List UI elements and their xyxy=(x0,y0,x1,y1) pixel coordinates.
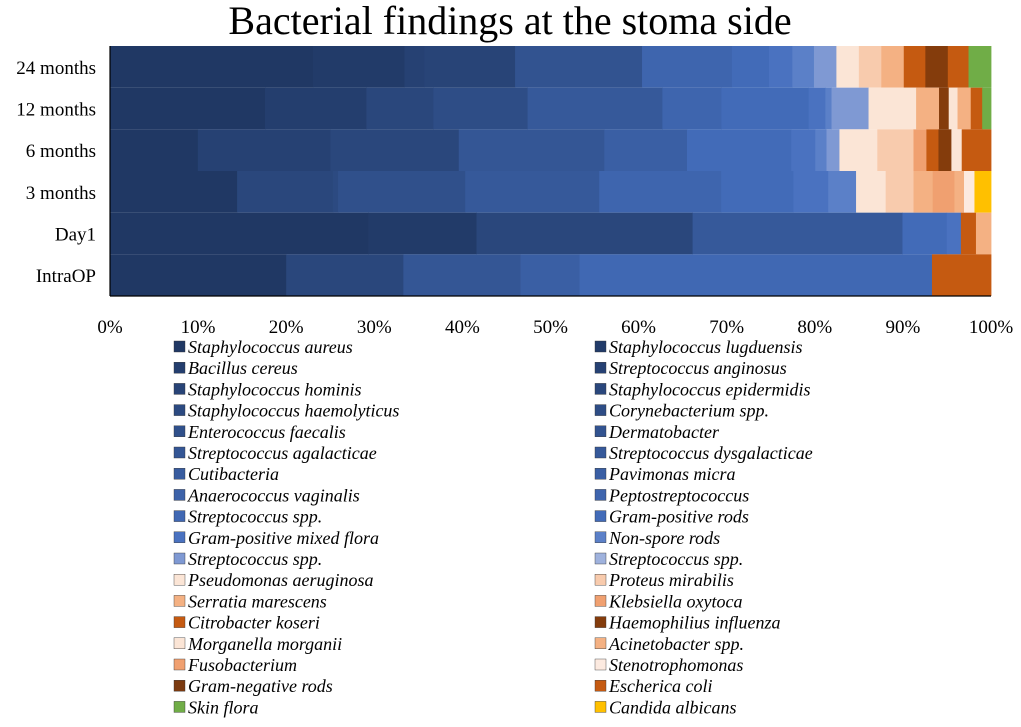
legend-label: Staphylococcus lugduensis xyxy=(609,337,803,357)
legend-swatch xyxy=(595,447,606,458)
bar-segment-3-months-s24 xyxy=(914,171,934,213)
legend-label: Pseudomonas aeruginosa xyxy=(188,570,374,591)
bar-segment-24-months-s18 xyxy=(769,46,793,88)
bar-segment-6-months-s13 xyxy=(604,129,687,171)
bar-segment-6-months-s18 xyxy=(791,129,816,171)
bar-segment-6-months-s28 xyxy=(951,129,962,171)
legend-swatch xyxy=(174,341,185,352)
legend-label: Streptococcus anginosus xyxy=(609,358,787,379)
legend-swatch xyxy=(174,595,185,606)
bar-segment-3-months-s18 xyxy=(793,171,828,213)
bar-segment-24-months-s34 xyxy=(969,46,992,88)
bars-group xyxy=(110,46,991,296)
legend-label: Gram-negative rods xyxy=(188,676,333,697)
category-label: Day1 xyxy=(54,224,96,246)
bar-segment-24-months-s3 xyxy=(405,46,425,88)
x-tick-label: 100% xyxy=(968,317,1014,338)
bar-segment-6-months-s17 xyxy=(687,129,792,171)
legend-swatch xyxy=(595,511,606,522)
bar-segment-3-months-s31 xyxy=(964,171,975,213)
legend-swatch xyxy=(595,638,606,649)
legend-swatch xyxy=(174,511,185,522)
legend-swatch xyxy=(174,447,185,458)
legend-label: Staphylococcus aureus xyxy=(188,337,353,357)
bar-segment-6-months-s0 xyxy=(110,129,198,171)
bar-segment-6-months-s20 xyxy=(827,129,840,171)
bar-segment-12-months-s27 xyxy=(939,88,949,130)
bar-segment-24-months-s33 xyxy=(948,46,969,88)
legend-label: Haemophilius influenza xyxy=(609,612,781,633)
category-label: 6 months xyxy=(25,141,96,163)
legend-swatch xyxy=(174,362,185,373)
legend-swatch xyxy=(595,426,606,437)
legend-label: Serratia marescens xyxy=(188,591,327,612)
legend-label: Morganella morganii xyxy=(188,633,343,654)
legend-swatch xyxy=(595,362,606,373)
x-tick-label: 0% xyxy=(97,317,123,338)
bar-segment-24-months-s26 xyxy=(904,46,926,88)
legend-label: Streptococcus agalacticae xyxy=(188,443,377,463)
bar-segment-day1-s17 xyxy=(902,213,947,255)
bar-segment-3-months-s17 xyxy=(721,171,794,213)
legend-label: Skin flora xyxy=(188,697,259,718)
legend-label: Gram-positive rods xyxy=(609,506,749,527)
bar-segment-day1-s26 xyxy=(961,213,976,255)
bar-segment-12-months-s17 xyxy=(721,88,809,130)
legend-swatch xyxy=(174,426,185,437)
bar-segment-12-months-s34 xyxy=(982,88,991,130)
legend-label: Streptococcus spp. xyxy=(188,549,323,569)
bar-segment-6-months-s25 xyxy=(913,129,926,171)
bar-segment-day1-s11 xyxy=(693,213,903,255)
legend-swatch xyxy=(595,553,606,564)
bar-segment-6-months-s33 xyxy=(962,129,992,171)
x-tick-label: 90% xyxy=(885,317,921,338)
legend-swatch xyxy=(595,680,606,691)
legend-swatch xyxy=(595,383,606,394)
legend-label: Peptostreptococcus xyxy=(609,485,750,506)
bar-segment-3-months-s5 xyxy=(237,171,333,213)
legend-label: Fusobacterium xyxy=(188,655,297,675)
x-tick-label: 40% xyxy=(444,317,480,338)
bar-segment-6-months-s23 xyxy=(877,129,914,171)
legend-swatch xyxy=(595,701,606,712)
bar-segment-24-months-s23 xyxy=(859,46,882,88)
x-axis-ticks xyxy=(97,317,1013,338)
legend-label: Non-spore rods xyxy=(609,527,721,548)
bar-segment-3-months-s29 xyxy=(954,171,964,213)
category-label: 3 months xyxy=(25,182,96,204)
bar-segment-24-months-s15 xyxy=(642,46,732,88)
bar-segment-6-months-s10 xyxy=(459,129,605,171)
bar-segment-12-months-s5 xyxy=(366,88,433,130)
legend-swatch xyxy=(174,574,185,585)
legend-swatch xyxy=(595,595,606,606)
legend-label: Cutibacteria xyxy=(188,464,279,485)
bar-segment-12-months-s18 xyxy=(809,88,826,130)
bar-segment-24-months-s1 xyxy=(313,46,405,88)
legend-label: Streptococcus spp. xyxy=(609,549,744,569)
bar-segment-24-months-s9 xyxy=(515,46,642,88)
legend-swatch xyxy=(174,680,185,691)
legend-label: Stenotrophomonas xyxy=(609,655,744,675)
bar-segment-3-months-s0 xyxy=(110,171,238,213)
legend-label: Staphylococcus haemolyticus xyxy=(188,400,400,421)
bar-segment-day1-s29 xyxy=(976,213,991,255)
legend-label: Anaerococcus vaginalis xyxy=(188,485,360,506)
bar-segment-6-months-s3 xyxy=(198,129,331,171)
legend-swatch xyxy=(174,405,185,416)
bar-segment-intraop-s0 xyxy=(110,254,287,296)
bar-segment-12-months-s19 xyxy=(825,88,832,130)
category-label: 12 months xyxy=(16,99,96,121)
bar-segment-12-months-s0 xyxy=(110,88,265,130)
legend-label: Streptococcus spp. xyxy=(188,506,323,527)
legend-swatch xyxy=(595,341,606,352)
legend-swatch xyxy=(174,383,185,394)
bar-segment-6-months-s22 xyxy=(839,129,877,171)
bar-segment-24-months-s24 xyxy=(881,46,904,88)
category-label: IntraOP xyxy=(35,266,96,288)
legend-label: Proteus mirabilis xyxy=(609,570,734,591)
bar-segment-12-months-s7 xyxy=(433,88,528,130)
bar-segment-3-months-s11 xyxy=(465,171,599,213)
x-tick-label: 50% xyxy=(533,317,568,338)
bar-segment-12-months-s20 xyxy=(832,88,869,130)
bar-segment-3-months-s23 xyxy=(886,171,914,213)
legend-swatch xyxy=(595,617,606,628)
bar-segment-3-months-s25 xyxy=(933,171,955,213)
legend-label: Acinetobacter spp. xyxy=(609,633,744,654)
legend-swatch xyxy=(174,638,185,649)
bar-segment-24-months-s17 xyxy=(732,46,770,88)
x-tick-label: 20% xyxy=(268,317,304,338)
bar-segment-12-months-s11 xyxy=(528,88,663,130)
x-tick-label: 30% xyxy=(356,317,392,338)
bar-segment-12-months-s29 xyxy=(958,88,972,130)
bar-segment-6-months-s19 xyxy=(815,129,827,171)
x-tick-label: 10% xyxy=(180,317,216,338)
bar-segment-24-months-s19 xyxy=(792,46,814,88)
legend-label: Candida albicans xyxy=(609,697,737,718)
legend-swatch xyxy=(174,532,185,543)
legend xyxy=(174,337,813,717)
bar-segment-3-months-s15 xyxy=(599,171,721,213)
bar-segment-3-months-s35 xyxy=(974,171,991,213)
bar-segment-intraop-s5 xyxy=(286,254,404,296)
bar-segment-3-months-s19 xyxy=(828,171,856,213)
bar-segment-intraop-s16 xyxy=(580,254,933,296)
legend-swatch xyxy=(174,659,185,670)
legend-label: Streptococcus dysgalacticae xyxy=(609,443,813,463)
bar-segment-24-months-s20 xyxy=(814,46,837,88)
legend-swatch xyxy=(174,553,185,564)
bar-segment-12-months-s24 xyxy=(916,88,939,130)
bar-segment-day1-s18 xyxy=(947,213,962,255)
legend-label: Citrobacter koseri xyxy=(188,612,320,633)
bar-segment-6-months-s27 xyxy=(938,129,951,171)
bar-segment-3-months-s22 xyxy=(856,171,886,213)
bar-segment-24-months-s0 xyxy=(110,46,313,88)
category-labels xyxy=(16,58,96,287)
bar-segment-12-months-s2 xyxy=(265,88,367,130)
bar-segment-12-months-s22 xyxy=(869,88,917,130)
bar-segment-intraop-s33 xyxy=(932,254,991,296)
bar-segment-24-months-s4 xyxy=(424,46,515,88)
bar-segment-6-months-s26 xyxy=(926,129,938,171)
category-label: 24 months xyxy=(16,57,96,79)
bar-segment-intraop-s13 xyxy=(521,254,580,296)
x-tick-label: 80% xyxy=(797,317,833,338)
legend-swatch xyxy=(595,574,606,585)
legend-label: Staphylococcus epidermidis xyxy=(609,379,811,400)
legend-label: Dermatobacter xyxy=(609,421,719,442)
legend-swatch xyxy=(595,489,606,500)
legend-label: Escherica coli xyxy=(609,676,713,697)
legend-swatch xyxy=(595,659,606,670)
legend-label: Enterococcus faecalis xyxy=(188,421,346,442)
bar-segment-day1-s5 xyxy=(477,213,693,255)
chart-title: Bacterial findings at the stoma side xyxy=(228,0,792,43)
bar-segment-12-months-s28 xyxy=(949,88,958,130)
bar-segment-24-months-s22 xyxy=(836,46,859,88)
legend-swatch xyxy=(595,405,606,416)
legend-label: Corynebacterium spp. xyxy=(609,400,769,421)
bar-segment-12-months-s33 xyxy=(971,88,983,130)
legend-label: Bacillus cereus xyxy=(188,358,298,379)
bar-segment-3-months-s6 xyxy=(333,171,339,213)
legend-label: Staphylococcus hominis xyxy=(188,379,362,400)
x-tick-label: 70% xyxy=(709,317,745,338)
legend-swatch xyxy=(174,617,185,628)
bar-segment-intraop-s10 xyxy=(403,254,521,296)
legend-swatch xyxy=(595,532,606,543)
legend-label: Gram-positive mixed flora xyxy=(188,527,379,548)
bar-segment-12-months-s15 xyxy=(662,88,721,130)
bar-segment-3-months-s8 xyxy=(338,171,466,213)
legend-swatch xyxy=(595,468,606,479)
legend-swatch xyxy=(174,468,185,479)
bar-segment-day1-s1 xyxy=(369,213,477,255)
x-tick-label: 60% xyxy=(621,317,657,338)
legend-label: Klebsiella oxytoca xyxy=(609,591,743,612)
bar-segment-day1-s0 xyxy=(110,213,369,255)
legend-label: Pavimonas micra xyxy=(609,464,736,485)
bar-segment-6-months-s5 xyxy=(330,129,459,171)
legend-swatch xyxy=(174,489,185,500)
legend-swatch xyxy=(174,701,185,712)
bar-segment-24-months-s27 xyxy=(925,46,948,88)
